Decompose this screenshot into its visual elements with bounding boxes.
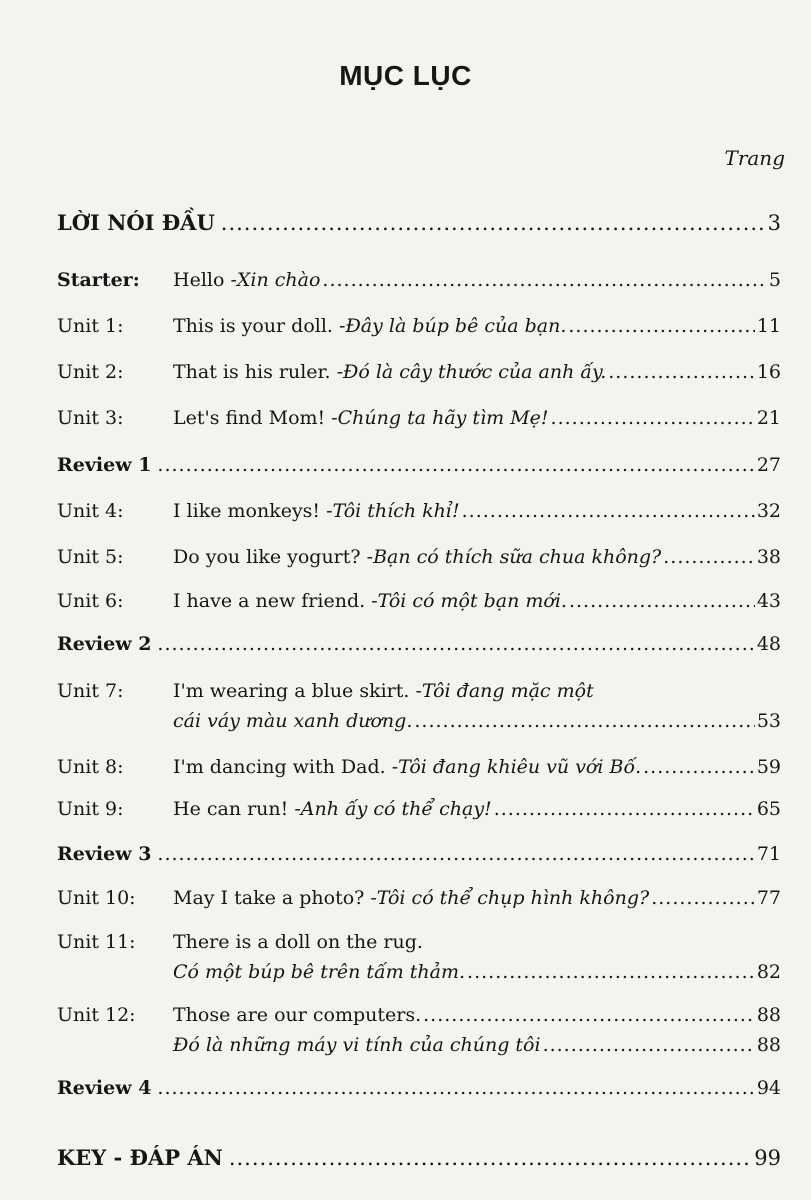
toc-entry-answer-key[interactable] [57, 1140, 781, 1170]
toc-entry-unit-7-continued[interactable] [57, 702, 781, 732]
toc-entry-unit-10[interactable] [57, 879, 781, 909]
entry-page: 77 [756, 887, 781, 909]
entry-label: LỜI NÓI ĐẦU [57, 210, 215, 235]
entry-page: 11 [756, 315, 781, 337]
leader-dots [462, 500, 755, 522]
leader-dots [551, 407, 755, 429]
entry-title-vi: Tôi thích khỉ! [332, 500, 460, 522]
toc-entry-unit-11[interactable] [57, 923, 781, 953]
entry-title-vi-continued: cái váy màu xanh dương. [173, 710, 413, 732]
toc-entry-review-1[interactable] [57, 446, 781, 476]
entry-page: 32 [756, 500, 781, 522]
toc-entry-unit-8[interactable] [57, 748, 781, 778]
entry-title-vi: Tôi đang mặc một [421, 680, 594, 702]
leader-dots [157, 633, 754, 655]
toc-entry-unit-2[interactable] [57, 353, 781, 383]
entry-title-vi: Xin chào [236, 269, 321, 291]
entry-title-en: He can run! - [173, 798, 301, 820]
entry-label: Unit 5: [57, 546, 124, 568]
entry-page: 48 [756, 633, 781, 655]
leader-dots [568, 315, 754, 337]
entry-page: 38 [756, 546, 781, 568]
entry-label: Starter: [57, 269, 140, 291]
toc-entry-unit-5[interactable] [57, 538, 781, 568]
toc-entry-starter[interactable] [57, 261, 781, 291]
toc-entry-preface[interactable] [57, 205, 781, 235]
entry-title-vi: Anh ấy có thể chạy! [300, 798, 492, 820]
entry-title-en: I'm wearing a blue skirt. - [173, 680, 422, 702]
toc-entry-unit-1[interactable] [57, 307, 781, 337]
entry-page: 65 [756, 798, 781, 820]
toc-entry-unit-9[interactable] [57, 790, 781, 820]
leader-dots [643, 756, 755, 778]
entry-page: 88 [756, 1034, 781, 1056]
entry-label: Unit 6: [57, 590, 124, 612]
leader-dots [322, 269, 767, 291]
leader-dots [569, 590, 755, 612]
page-column-label: Trang [724, 146, 785, 170]
toc-entry-unit-11-continued[interactable] [57, 953, 781, 983]
entry-page: 71 [756, 843, 781, 865]
entry-title-vi: Có một búp bê trên tấm thảm. [173, 961, 466, 983]
entry-title-en: May I take a photo? - [173, 887, 377, 909]
entry-label: Review 3 [57, 843, 152, 865]
entry-label: Unit 1: [57, 315, 124, 337]
entry-page: 53 [756, 710, 781, 732]
entry-page: 94 [756, 1077, 781, 1099]
entry-page: 99 [754, 1146, 781, 1170]
leader-dots [229, 1146, 752, 1170]
entry-title-en: This is your doll. - [173, 315, 346, 337]
entry-label: Unit 7: [57, 680, 124, 702]
entry-label: Unit 8: [57, 756, 124, 778]
entry-label: Review 1 [57, 454, 152, 476]
entry-page: 82 [756, 961, 781, 983]
leader-dots [414, 710, 754, 732]
entry-title-en: Hello - [173, 269, 237, 291]
leader-dots [157, 1077, 754, 1099]
entry-page: 59 [756, 756, 781, 778]
entry-page: 43 [756, 590, 781, 612]
entry-title-en: Let's find Mom! - [173, 407, 338, 429]
entry-title-vi: Chúng ta hãy tìm Mẹ! [337, 407, 549, 429]
entry-label: Unit 3: [57, 407, 124, 429]
entry-title-en: I'm dancing with Dad. - [173, 756, 399, 778]
entry-title-vi: Tôi có thể chụp hình không? [376, 887, 650, 909]
entry-label: Unit 2: [57, 361, 124, 383]
entry-label: Unit 9: [57, 798, 124, 820]
leader-dots [157, 843, 754, 865]
entry-title-vi: Đây là búp bê của bạn. [345, 315, 567, 337]
toc-entry-unit-12-continued[interactable] [57, 1026, 781, 1056]
entry-label: Unit 10: [57, 887, 136, 909]
leader-dots [221, 211, 766, 235]
entry-title-en: Do you like yogurt? - [173, 546, 374, 568]
toc-entry-review-2[interactable] [57, 625, 781, 655]
entry-page: 27 [756, 454, 781, 476]
leader-dots [651, 887, 755, 909]
entry-label: Unit 12: [57, 1004, 136, 1026]
entry-label: Review 4 [57, 1077, 152, 1099]
leader-dots [494, 798, 755, 820]
toc-entry-review-3[interactable] [57, 835, 781, 865]
toc-entry-unit-3[interactable] [57, 399, 781, 429]
entry-title-en: I have a new friend. - [173, 590, 378, 612]
leader-dots [663, 546, 755, 568]
entry-title-vi: Tôi có một bạn mới. [377, 590, 567, 612]
toc-entry-unit-4[interactable] [57, 492, 781, 522]
entry-title-en: I like monkeys! - [173, 500, 333, 522]
entry-title-en: There is a doll on the rug. [173, 931, 423, 953]
entry-label: Unit 4: [57, 500, 124, 522]
leader-dots [423, 1004, 755, 1026]
toc-entry-unit-6[interactable] [57, 582, 781, 612]
entry-title-en: That is his ruler. - [173, 361, 344, 383]
leader-dots [608, 361, 755, 383]
entry-title-vi: Bạn có thích sữa chua không? [373, 546, 662, 568]
leader-dots [157, 454, 754, 476]
entry-label: Unit 11: [57, 931, 136, 953]
entry-page: 88 [756, 1004, 781, 1026]
page-title: MỤC LỤC [339, 60, 472, 91]
entry-title-en: Those are our computers. [173, 1004, 422, 1026]
entry-title-vi: Đó là những máy vi tính của chúng tôi [173, 1034, 541, 1056]
toc-entry-unit-7[interactable] [57, 672, 781, 702]
entry-title-vi: Tôi đang khiêu vũ với Bố. [398, 756, 642, 778]
leader-dots [467, 961, 755, 983]
toc-entry-unit-12[interactable] [57, 996, 781, 1026]
entry-page: 16 [756, 361, 781, 383]
leader-dots [543, 1034, 755, 1056]
entry-label: KEY - ĐÁP ÁN [57, 1145, 223, 1170]
toc-entry-review-4[interactable] [57, 1069, 781, 1099]
entry-page: 5 [768, 269, 781, 291]
entry-page: 3 [767, 211, 781, 235]
entry-title-vi: Đó là cây thước của anh ấy. [343, 361, 607, 383]
entry-page: 21 [756, 407, 781, 429]
entry-label: Review 2 [57, 633, 152, 655]
